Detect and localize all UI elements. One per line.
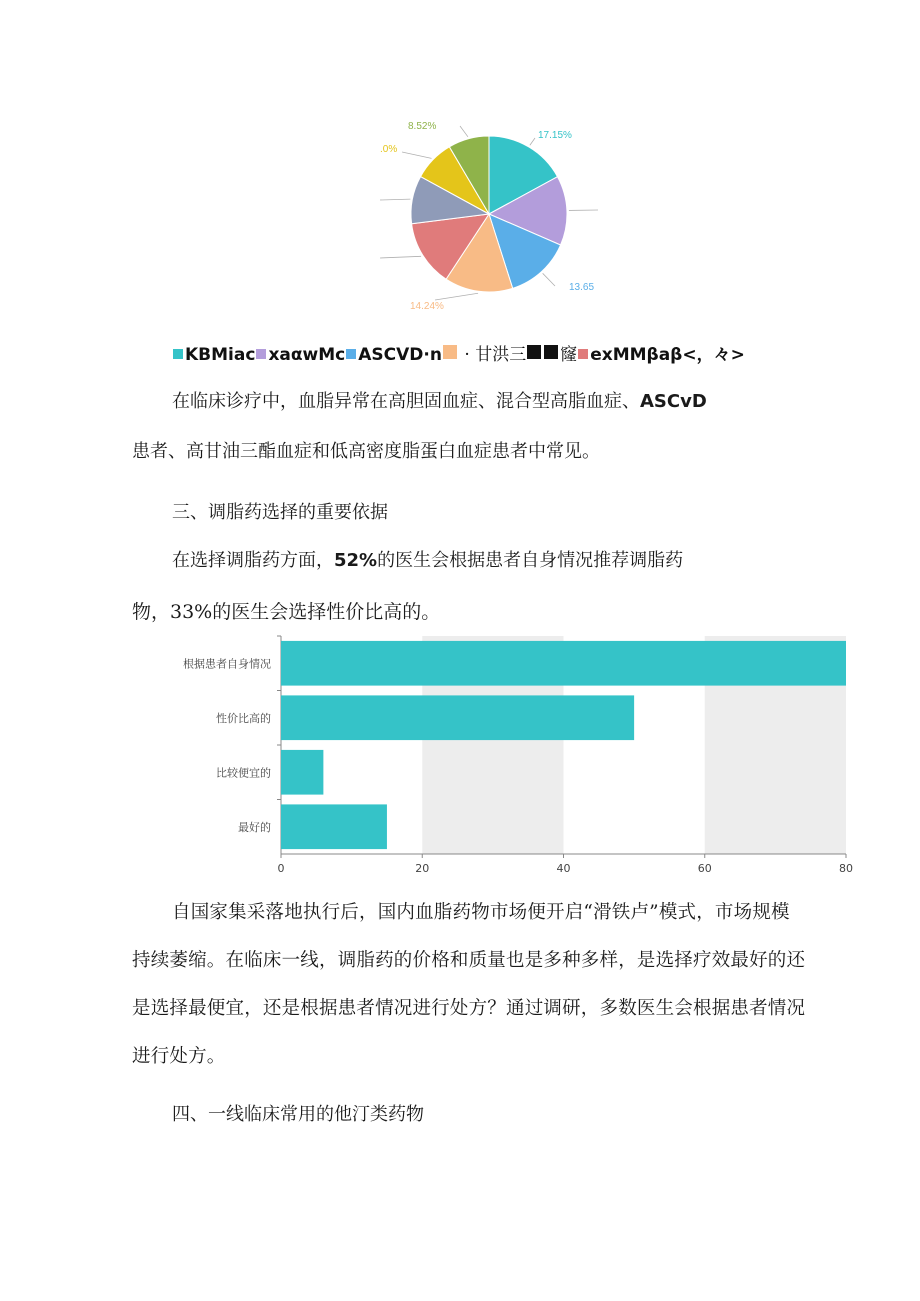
pie-leader-line-4 — [435, 293, 478, 300]
section-heading-3: 三、调脂药选择的重要依据 — [172, 502, 388, 523]
legend-text-3: ASCVD·n — [358, 345, 442, 365]
legend-swatch-4 — [443, 345, 457, 359]
legend-text-2: xaαwMc — [268, 345, 346, 365]
para3-line4: 进行处方。 — [132, 1046, 226, 1067]
x-tick-label-4: 60 — [697, 862, 712, 875]
para2-line1 — [172, 552, 683, 570]
legend-swatch-5 — [527, 345, 541, 359]
para2-line2: 物，33%的医生会选择性价比高的。 — [132, 601, 441, 623]
para1-line1-bold: ASCvD — [640, 391, 707, 412]
pie-leader-line-5 — [380, 256, 421, 258]
y-tick-label-1: 根据患者自身情况 — [183, 657, 271, 671]
para1-line1-text: 在临床诊疗中，血脂异常在高胆固血症、混合型高脂血症、 — [172, 391, 640, 412]
para3-line2: 持续萎缩。在临床一线，调脂药的价格和质量也是多种多样，是选择疗效最好的还 — [132, 950, 806, 971]
para2-line1-bold: 52% — [334, 550, 378, 571]
legend-text-6: exMMβaβ<，々> — [590, 345, 745, 365]
legend-swatch-7 — [578, 349, 588, 359]
pie-label-4: 14.24% — [410, 301, 444, 312]
pie-leader-line-3 — [543, 273, 555, 286]
para2-line1-a: 在选择调脂药方面， — [172, 550, 334, 571]
pie-leader-line-1 — [530, 138, 535, 145]
legend-swatch-3 — [346, 349, 356, 359]
x-tick-label-2: 20 — [415, 862, 430, 875]
para1-line2: 患者、高甘油三酯血症和低高密度脂蛋白血症患者中常见。 — [132, 441, 600, 462]
y-tick-label-3: 比较便宜的 — [216, 766, 271, 780]
bar-chart — [130, 628, 870, 880]
para1-line1 — [172, 393, 707, 411]
pie-leader-line-8 — [460, 126, 468, 137]
para3-line1: 自国家集采落地执行后，国内血脂药物市场便开启“滑铁卢”模式，市场规模 — [172, 902, 790, 923]
legend-text-5: 窿 — [560, 345, 578, 365]
pie-chart — [380, 110, 610, 320]
bar-3 — [281, 750, 323, 795]
pie-leader-line-6 — [380, 199, 410, 200]
y-tick-label-2: 性价比高的 — [216, 711, 271, 725]
y-tick-label-4: 最好的 — [238, 820, 271, 834]
legend-text-4: · 甘洪三 — [458, 345, 527, 365]
pie-label-1: 17.15% — [538, 130, 572, 141]
legend-swatch-2 — [256, 349, 266, 359]
legend-swatch-1 — [173, 349, 183, 359]
pie-label-7: .0% — [380, 144, 398, 155]
x-tick-label-3: 40 — [556, 862, 571, 875]
para3-line3: 是选择最便宜，还是根据患者情况进行处方？通过调研，多数医生会根据患者情况 — [132, 998, 806, 1019]
legend-swatch-6 — [544, 345, 558, 359]
x-tick-label-1: 0 — [277, 862, 285, 875]
pie-label-3: 13.65 — [569, 282, 595, 293]
section-heading-4: 四、一线临床常用的他汀类药物 — [172, 1104, 424, 1125]
x-tick-label-5: 80 — [839, 862, 853, 875]
para2-line1-b: 的医生会根据患者自身情况推荐调脂药 — [377, 550, 684, 571]
bar-1 — [281, 641, 846, 686]
bar-4 — [281, 804, 387, 849]
bar-2 — [281, 695, 634, 740]
pie-leader-line-7 — [402, 152, 432, 158]
pie-label-8: 8.52% — [408, 121, 437, 132]
legend-text-1: KBMiac — [185, 345, 256, 365]
pie-legend — [172, 340, 745, 365]
